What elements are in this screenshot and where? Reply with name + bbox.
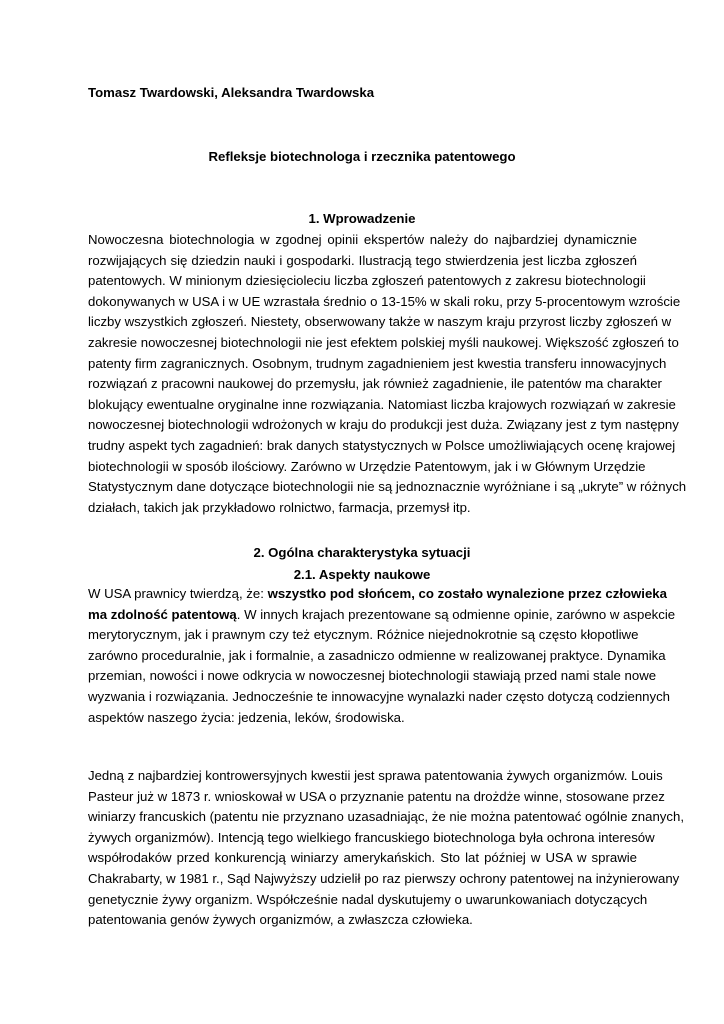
text-line: genetycznie żywy organizm. Współcześnie nadal dyskutujemy o uwarunkowaniach dotyczących <box>88 891 648 907</box>
bold-quote: wszystko pod słońcem, co zostało wynalezione przez człowieka <box>267 586 667 601</box>
text-line: trudny aspekt tych zagadnień: brak danych statystycznych w Polsce umożliwiających ocenę krajowej <box>88 437 676 453</box>
text-line <box>88 584 667 605</box>
text-line: rozwiązań z pracowni naukowej do przemysłu, jak również zagadnienie, ile patentów ma charakter <box>88 376 662 392</box>
text-line: Chakrabarty, w 1981 r., Sąd Najwyższy udzielił po raz pierwszy ochrony patentowej na inżynierowany <box>88 870 680 886</box>
section-heading-general: 2. Ogólna charakterystyka sytuacji <box>253 545 471 560</box>
text-line: działach, takich jak przykładowo rolnictwo, farmacja, przemysł itp. <box>88 499 471 515</box>
text-line: Statystycznym dane dotyczące biotechnologii nie są jednoznacznie wyróżniane i są „ukryte” w różnych <box>88 479 687 495</box>
text-line: Nowoczesna biotechnologia w zgodnej opinii ekspertów należy do najbardziej dynamicznie <box>88 232 637 247</box>
authors: Tomasz Twardowski, Aleksandra Twardowska <box>88 85 375 100</box>
text-line: patenty firm zagranicznych. Osobnym, trudnym zagadnieniem jest kwestia transferu innowacyjnych <box>88 355 667 371</box>
document-title: Refleksje biotechnologa i rzecznika patentowego <box>208 149 516 164</box>
paragraph-introduction <box>88 230 687 518</box>
text-run: . W innych krajach prezentowane są odmienne opinie, zarówno w aspekcie <box>236 606 676 622</box>
text-line: aspektów naszego życia: jedzenia, leków, środowiska. <box>88 709 405 725</box>
paragraph-patenting-organisms <box>88 766 684 931</box>
text-line: żywych organizmów). Intencją tego wielkiego francuskiego biotechnologa była ochrona interesów <box>88 829 655 845</box>
text-line: Jedną z najbardziej kontrowersyjnych kwestii jest sprawa patentowania żywych organizmów. Louis <box>88 768 663 783</box>
text-run: W USA prawnicy twierdzą, że: <box>88 586 268 601</box>
text-line: liczby wszystkich zgłoszeń. Niestety, obserwowany także w naszym kraju przyrost liczby zgłoszeń w <box>88 314 672 330</box>
text-line: patentowych. W minionym dziesięcioleciu liczba zgłoszeń patentowych z zakresu biotechnologii <box>88 273 646 289</box>
text-line <box>88 605 676 626</box>
subsection-heading-scientific: 2.1. Aspekty naukowe <box>293 567 431 582</box>
text-line: zarówno proceduralnie, jak i formalnie, a zasadniczo odmienne w realizowanej praktyce. Dynamika <box>88 647 666 663</box>
text-line: winiarzy francuskich (patentu nie przyznano uzasadniając, że nie można patentować ogólnie znanych, <box>88 809 684 825</box>
text-line: biotechnologii w sposób ilościowy. Zarówno w Urzędzie Patentowym, jak i w Głównym Urzędzie <box>88 458 646 474</box>
text-line: patentowania genów żywych organizmów, a zwłaszcza człowieka. <box>88 912 473 928</box>
paragraph-scientific-aspects <box>88 584 676 728</box>
text-line: blokujący ewentualne oryginalne inne rozwiązania. Natomiast liczba krajowych rozwiązań w zakresie <box>88 396 676 412</box>
bold-quote: ma zdolność patentową <box>88 606 237 622</box>
text-line: Pasteur już w 1873 r. wnioskował w USA o przyznanie patentu na drożdże winne, stosowane przez <box>88 788 665 804</box>
text-line: zakresie nowoczesnej biotechnologii nie jest efektem polskiej myśli naukowej. Większość zgłoszeń to <box>88 334 679 350</box>
text-line: wyzwania i rozwiązania. Jednocześnie te innowacyjne wynalazki nader często dotyczą codziennych <box>88 688 671 704</box>
text-line: dokonywanych w USA i w UE wzrastała średnio o 13-15% w skali roku, przy 5-procentowym wzroście <box>88 293 681 309</box>
text-line: rozwijających się dziedzin nauki i gospodarki. Ilustracją tego stwierdzenia jest liczba zgłoszeń <box>88 252 637 268</box>
text-line: przemian, nowości i nowe odkrycia w nowoczesnej biotechnologii stawiają przed nami stale nowe <box>88 668 657 684</box>
text-line: nowoczesnej biotechnologii wdrożonych w kraju do produkcji jest duża. Związany jest z tym następny <box>88 417 679 433</box>
text-line: merytorycznym, jak i prawnym czy też etycznym. Różnice niejednokrotnie są często kłopotliwe <box>88 627 639 643</box>
section-heading-introduction: 1. Wprowadzenie <box>308 211 416 226</box>
text-line: współrodaków przed konkurencją winiarzy amerykańskich. Sto lat później w USA w sprawie <box>88 850 637 866</box>
